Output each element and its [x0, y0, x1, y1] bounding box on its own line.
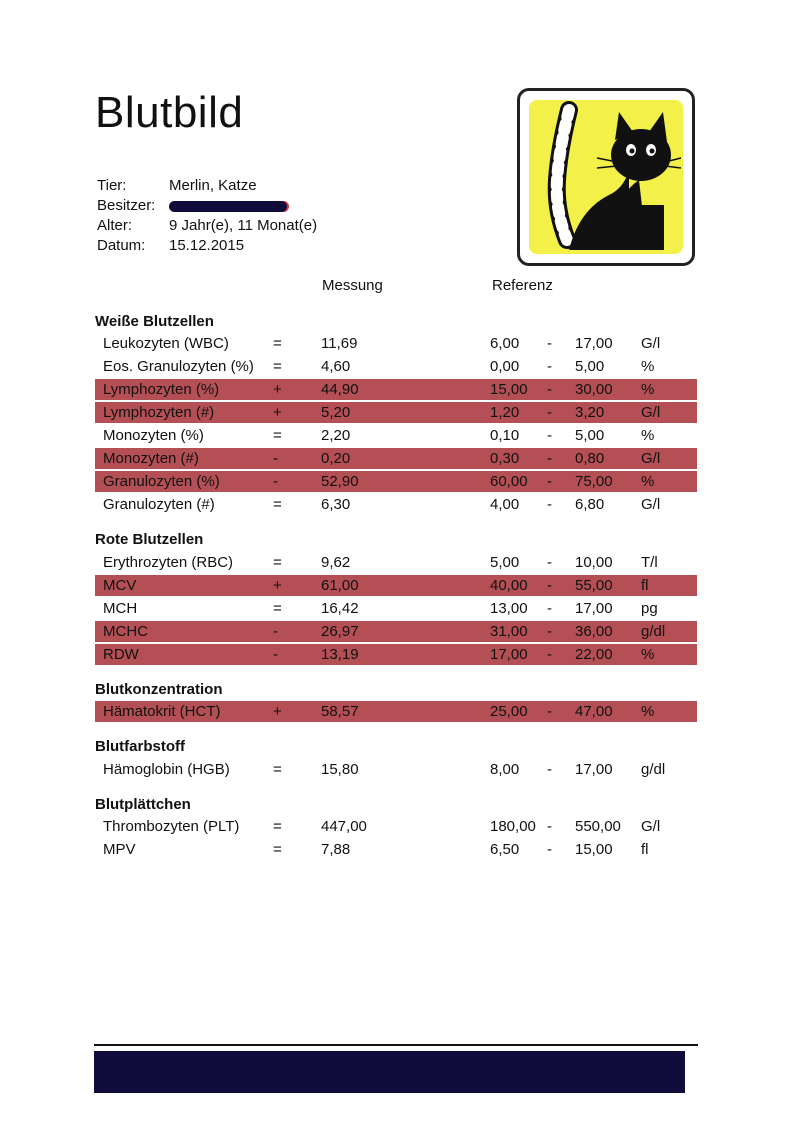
cell-dash: - [547, 761, 552, 778]
cell-dash: - [547, 623, 552, 640]
cell-hi: 17,00 [575, 335, 613, 352]
table-row [95, 448, 697, 469]
cell-hi: 17,00 [575, 761, 613, 778]
cell-val: 52,90 [321, 473, 359, 490]
cell-lo: 6,50 [490, 841, 520, 858]
page-title: Blutbild [95, 88, 244, 137]
table-row [95, 356, 697, 377]
table-row [95, 598, 697, 619]
cell-lo: 15,00 [490, 381, 528, 398]
cell-name: MPV [103, 841, 136, 858]
cell-unit: G/l [641, 335, 661, 352]
tier-value: Merlin, Katze [169, 177, 257, 194]
cell-unit: % [641, 427, 655, 444]
cell-val: 61,00 [321, 577, 359, 594]
cell-name: Monozyten (%) [103, 427, 204, 444]
cell-lo: 0,00 [490, 358, 520, 375]
cell-hi: 47,00 [575, 703, 613, 720]
cell-hi: 30,00 [575, 381, 613, 398]
cell-val: 6,30 [321, 496, 351, 513]
cell-dash: - [547, 450, 552, 467]
cell-sign: + [273, 404, 282, 421]
cell-unit: T/l [641, 554, 658, 571]
cell-dash: - [547, 473, 552, 490]
cell-sign: - [273, 623, 278, 640]
table-row [95, 816, 697, 837]
cell-dash: - [547, 703, 552, 720]
besitzer-label: Besitzer: [97, 197, 156, 214]
cell-val: 0,20 [321, 450, 351, 467]
section-blutfarbstoff: Blutfarbstoff [95, 738, 185, 755]
cell-hi: 5,00 [575, 358, 605, 375]
cell-dash: - [547, 381, 552, 398]
cell-lo: 31,00 [490, 623, 528, 640]
cell-name: MCV [103, 577, 137, 594]
cell-lo: 40,00 [490, 577, 528, 594]
cell-sign: + [273, 703, 282, 720]
cell-name: Monozyten (#) [103, 450, 199, 467]
cell-sign: = [273, 761, 282, 778]
redacted-owner [169, 201, 287, 212]
cell-hi: 0,80 [575, 450, 605, 467]
cell-hi: 22,00 [575, 646, 613, 663]
cell-unit: % [641, 646, 655, 663]
cell-hi: 3,20 [575, 404, 605, 421]
cell-name: Hämoglobin (HGB) [103, 761, 230, 778]
cell-sign: - [273, 450, 278, 467]
cell-name: Erythrozyten (RBC) [103, 554, 234, 571]
cell-lo: 13,00 [490, 600, 528, 617]
table-row [95, 644, 697, 665]
cell-hi: 55,00 [575, 577, 613, 594]
cell-val: 7,88 [321, 841, 351, 858]
datum-label: Datum: [97, 237, 146, 254]
cell-sign: = [273, 358, 282, 375]
cell-dash: - [547, 554, 552, 571]
cell-dash: - [547, 404, 552, 421]
cell-val: 58,57 [321, 703, 359, 720]
table-row [95, 425, 697, 446]
cell-dash: - [547, 600, 552, 617]
cell-unit: pg [641, 600, 658, 617]
alter-value: 9 Jahr(e), 11 Monat(e) [169, 217, 318, 234]
cell-sign: - [273, 473, 278, 490]
table-row [95, 471, 697, 492]
cell-unit: % [641, 381, 655, 398]
cell-lo: 17,00 [490, 646, 528, 663]
cell-unit: fl [641, 841, 649, 858]
cell-unit: g/dl [641, 623, 666, 640]
table-row [95, 621, 697, 642]
cell-lo: 6,00 [490, 335, 520, 352]
cell-lo: 1,20 [490, 404, 520, 421]
cell-sign: = [273, 335, 282, 352]
table-row [95, 839, 697, 860]
cell-name: Lymphozyten (%) [103, 381, 220, 398]
cell-lo: 0,10 [490, 427, 520, 444]
cell-hi: 10,00 [575, 554, 613, 571]
section-rote-blutzellen: Rote Blutzellen [95, 531, 204, 548]
col-referenz: Referenz [492, 277, 553, 294]
section-weisse-blutzellen: Weiße Blutzellen [95, 313, 214, 330]
table-row [95, 494, 697, 515]
cell-val: 16,42 [321, 600, 359, 617]
cat-logo-icon [517, 88, 695, 266]
cell-val: 4,60 [321, 358, 351, 375]
cell-sign: = [273, 554, 282, 571]
cell-name: Eos. Granulozyten (%) [103, 358, 254, 375]
cell-unit: % [641, 703, 655, 720]
cell-name: Lymphozyten (#) [103, 404, 215, 421]
patient-info [97, 176, 317, 256]
cell-hi: 17,00 [575, 600, 613, 617]
alter-label: Alter: [97, 217, 133, 234]
cell-unit: fl [641, 577, 649, 594]
cell-sign: = [273, 427, 282, 444]
cell-name: Granulozyten (%) [103, 473, 220, 490]
cell-hi: 36,00 [575, 623, 613, 640]
cell-val: 13,19 [321, 646, 359, 663]
cell-sign: - [273, 646, 278, 663]
cell-val: 44,90 [321, 381, 359, 398]
cell-dash: - [547, 358, 552, 375]
footer-divider [94, 1044, 698, 1046]
cell-sign: = [273, 841, 282, 858]
col-messung: Messung [322, 277, 383, 294]
cell-dash: - [547, 427, 552, 444]
cell-lo: 8,00 [490, 761, 520, 778]
table-row [95, 333, 697, 354]
cell-hi: 550,00 [575, 818, 621, 835]
cell-val: 447,00 [321, 818, 367, 835]
cell-val: 2,20 [321, 427, 351, 444]
cell-unit: % [641, 473, 655, 490]
cell-dash: - [547, 646, 552, 663]
cell-val: 9,62 [321, 554, 351, 571]
table-row [95, 552, 697, 573]
cell-name: Leukozyten (WBC) [103, 335, 229, 352]
cell-val: 11,69 [321, 335, 358, 352]
cell-dash: - [547, 577, 552, 594]
cell-name: MCHC [103, 623, 148, 640]
cell-sign: = [273, 496, 282, 513]
cell-hi: 15,00 [575, 841, 613, 858]
datum-value: 15.12.2015 [169, 237, 245, 254]
tier-label: Tier: [97, 177, 127, 194]
cell-name: RDW [103, 646, 139, 663]
cell-sign: = [273, 600, 282, 617]
table-row [95, 759, 697, 780]
cell-val: 26,97 [321, 623, 359, 640]
cell-sign: + [273, 577, 282, 594]
cell-hi: 6,80 [575, 496, 605, 513]
table-row [95, 379, 697, 400]
cell-hi: 5,00 [575, 427, 605, 444]
cell-unit: % [641, 358, 655, 375]
cell-unit: G/l [641, 450, 661, 467]
cell-lo: 0,30 [490, 450, 520, 467]
cell-name: Granulozyten (#) [103, 496, 215, 513]
cell-lo: 5,00 [490, 554, 520, 571]
table-row [95, 575, 697, 596]
table-row [95, 701, 697, 722]
cell-name: MCH [103, 600, 138, 617]
section-blutkonzentration: Blutkonzentration [95, 681, 223, 698]
cell-dash: - [547, 496, 552, 513]
cell-name: Hämatokrit (HCT) [103, 703, 221, 720]
cell-val: 15,80 [321, 761, 359, 778]
cell-dash: - [547, 335, 552, 352]
cell-lo: 180,00 [490, 818, 536, 835]
cell-unit: g/dl [641, 761, 666, 778]
section-blutplaettchen: Blutplättchen [95, 796, 191, 813]
cell-unit: G/l [641, 818, 661, 835]
table-row [95, 402, 697, 423]
cell-unit: G/l [641, 496, 661, 513]
cell-name: Thrombozyten (PLT) [103, 818, 240, 835]
cell-lo: 4,00 [490, 496, 520, 513]
footer-redaction [94, 1051, 685, 1093]
cell-hi: 75,00 [575, 473, 613, 490]
cell-val: 5,20 [321, 404, 351, 421]
cell-sign: = [273, 818, 282, 835]
cell-dash: - [547, 841, 552, 858]
cell-unit: G/l [641, 404, 661, 421]
cell-sign: + [273, 381, 282, 398]
cell-lo: 60,00 [490, 473, 528, 490]
cell-dash: - [547, 818, 552, 835]
cell-lo: 25,00 [490, 703, 528, 720]
